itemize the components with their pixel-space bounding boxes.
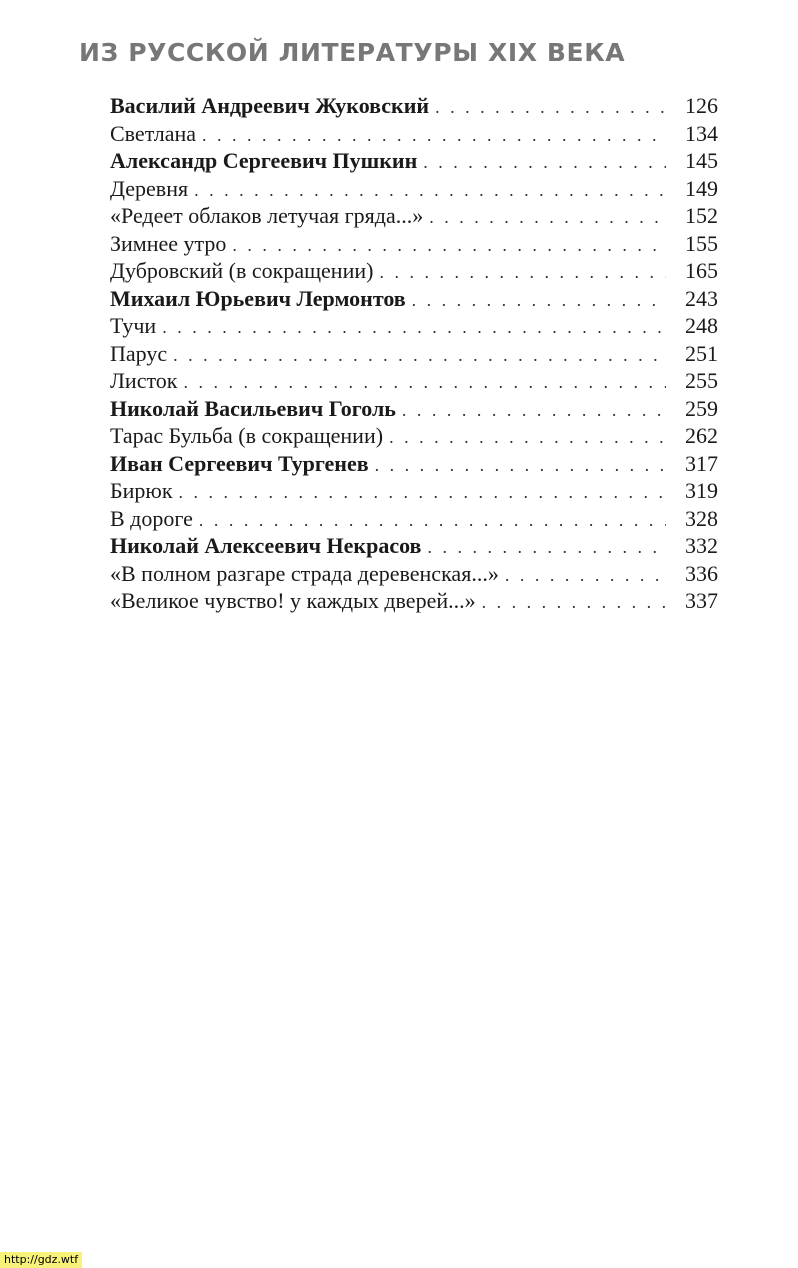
toc-entry-title: Тарас Бульба (в сокращении) — [110, 423, 384, 448]
toc-entry-title: Николай Алексеевич Некрасов — [110, 533, 422, 558]
toc-work-row[interactable] — [110, 587, 718, 615]
toc-entry-title: Александр Сергеевич Пушкин — [110, 148, 418, 173]
dot-leader — [202, 122, 666, 150]
toc-work-row[interactable] — [110, 312, 718, 340]
toc-author-row[interactable] — [110, 147, 718, 175]
toc-entry-title: «Великое чувство! у каждых дверей...» — [110, 588, 476, 613]
toc-entry-title: «В полном разгаре страда деревенская...» — [110, 560, 499, 586]
toc-work-row[interactable] — [110, 120, 718, 148]
toc-page-number: 251 — [685, 340, 718, 366]
toc-page-number: 328 — [685, 505, 718, 531]
toc-entry-title: Михаил Юрьевич Лермонтов — [110, 285, 406, 311]
dot-leader — [173, 342, 666, 370]
toc-page-number: 126 — [685, 93, 718, 118]
toc-page-number: 248 — [685, 313, 718, 338]
toc-page-number: 262 — [685, 423, 718, 448]
toc-work-row[interactable] — [110, 257, 718, 285]
toc-page-number: 149 — [685, 175, 718, 201]
toc-entry-title: Николай Васильевич Гоголь — [110, 395, 396, 421]
toc-author-row[interactable] — [110, 395, 718, 423]
toc-entry-title: Василий Андреевич Жуковский — [110, 93, 430, 118]
toc-work-row[interactable] — [110, 505, 718, 533]
toc-work-row[interactable] — [110, 202, 718, 230]
toc-entry-title: Листок — [110, 368, 178, 393]
dot-leader — [505, 562, 666, 590]
toc-entry-title: Парус — [110, 340, 168, 366]
dot-leader — [412, 287, 666, 315]
dot-leader — [389, 424, 666, 452]
toc-author-row[interactable] — [110, 285, 718, 313]
toc-page-number: 332 — [685, 533, 718, 558]
toc-page-number: 155 — [685, 230, 718, 256]
toc-entry-title: Тучи — [110, 313, 157, 338]
toc-entry-title: «Редеет облаков летучая гряда...» — [110, 203, 424, 228]
toc-page-number: 259 — [685, 395, 718, 421]
toc-page-number: 243 — [685, 285, 718, 311]
toc-author-row[interactable] — [110, 92, 718, 120]
dot-leader — [232, 232, 666, 260]
dot-leader — [435, 94, 666, 122]
toc-work-row[interactable] — [110, 367, 718, 395]
toc-page-number: 134 — [685, 120, 718, 146]
toc-work-row[interactable] — [110, 230, 718, 258]
toc-page-number: 152 — [685, 203, 718, 228]
toc-page-number: 255 — [685, 368, 718, 393]
dot-leader — [375, 452, 666, 480]
dot-leader — [427, 534, 666, 562]
toc-page-number: 337 — [685, 588, 718, 613]
toc-page-number: 165 — [685, 258, 718, 283]
toc-entry-title: В дороге — [110, 505, 193, 531]
dot-leader — [379, 259, 666, 287]
toc-entry-title: Светлана — [110, 120, 197, 146]
toc-page-number: 145 — [685, 148, 718, 173]
toc-page-number: 317 — [685, 450, 718, 476]
dot-leader — [199, 507, 666, 535]
toc-page-number: 336 — [685, 560, 718, 586]
table-of-contents — [110, 92, 718, 615]
dot-leader — [183, 369, 666, 397]
toc-author-row[interactable] — [110, 450, 718, 478]
toc-entry-title: Иван Сергеевич Тургенев — [110, 450, 369, 476]
dot-leader — [402, 397, 666, 425]
toc-entry-title: Бирюк — [110, 478, 173, 503]
toc-work-row[interactable] — [110, 560, 718, 588]
toc-entry-title: Зимнее утро — [110, 230, 227, 256]
toc-entry-title: Дубровский (в сокращении) — [110, 258, 374, 283]
toc-page-number: 319 — [685, 478, 718, 503]
dot-leader — [194, 177, 666, 205]
toc-work-row[interactable] — [110, 477, 718, 505]
dot-leader — [482, 589, 666, 617]
section-title: ИЗ РУССКОЙ ЛИТЕРАТУРЫ XIX ВЕКА — [79, 38, 626, 67]
watermark-link[interactable]: http://gdz.wtf — [0, 1252, 82, 1268]
toc-author-row[interactable] — [110, 532, 718, 560]
toc-entry-title: Деревня — [110, 175, 189, 201]
toc-work-row[interactable] — [110, 422, 718, 450]
toc-work-row[interactable] — [110, 175, 718, 203]
dot-leader — [179, 479, 666, 507]
dot-leader — [162, 314, 666, 342]
dot-leader — [429, 204, 666, 232]
toc-work-row[interactable] — [110, 340, 718, 368]
dot-leader — [423, 149, 666, 177]
